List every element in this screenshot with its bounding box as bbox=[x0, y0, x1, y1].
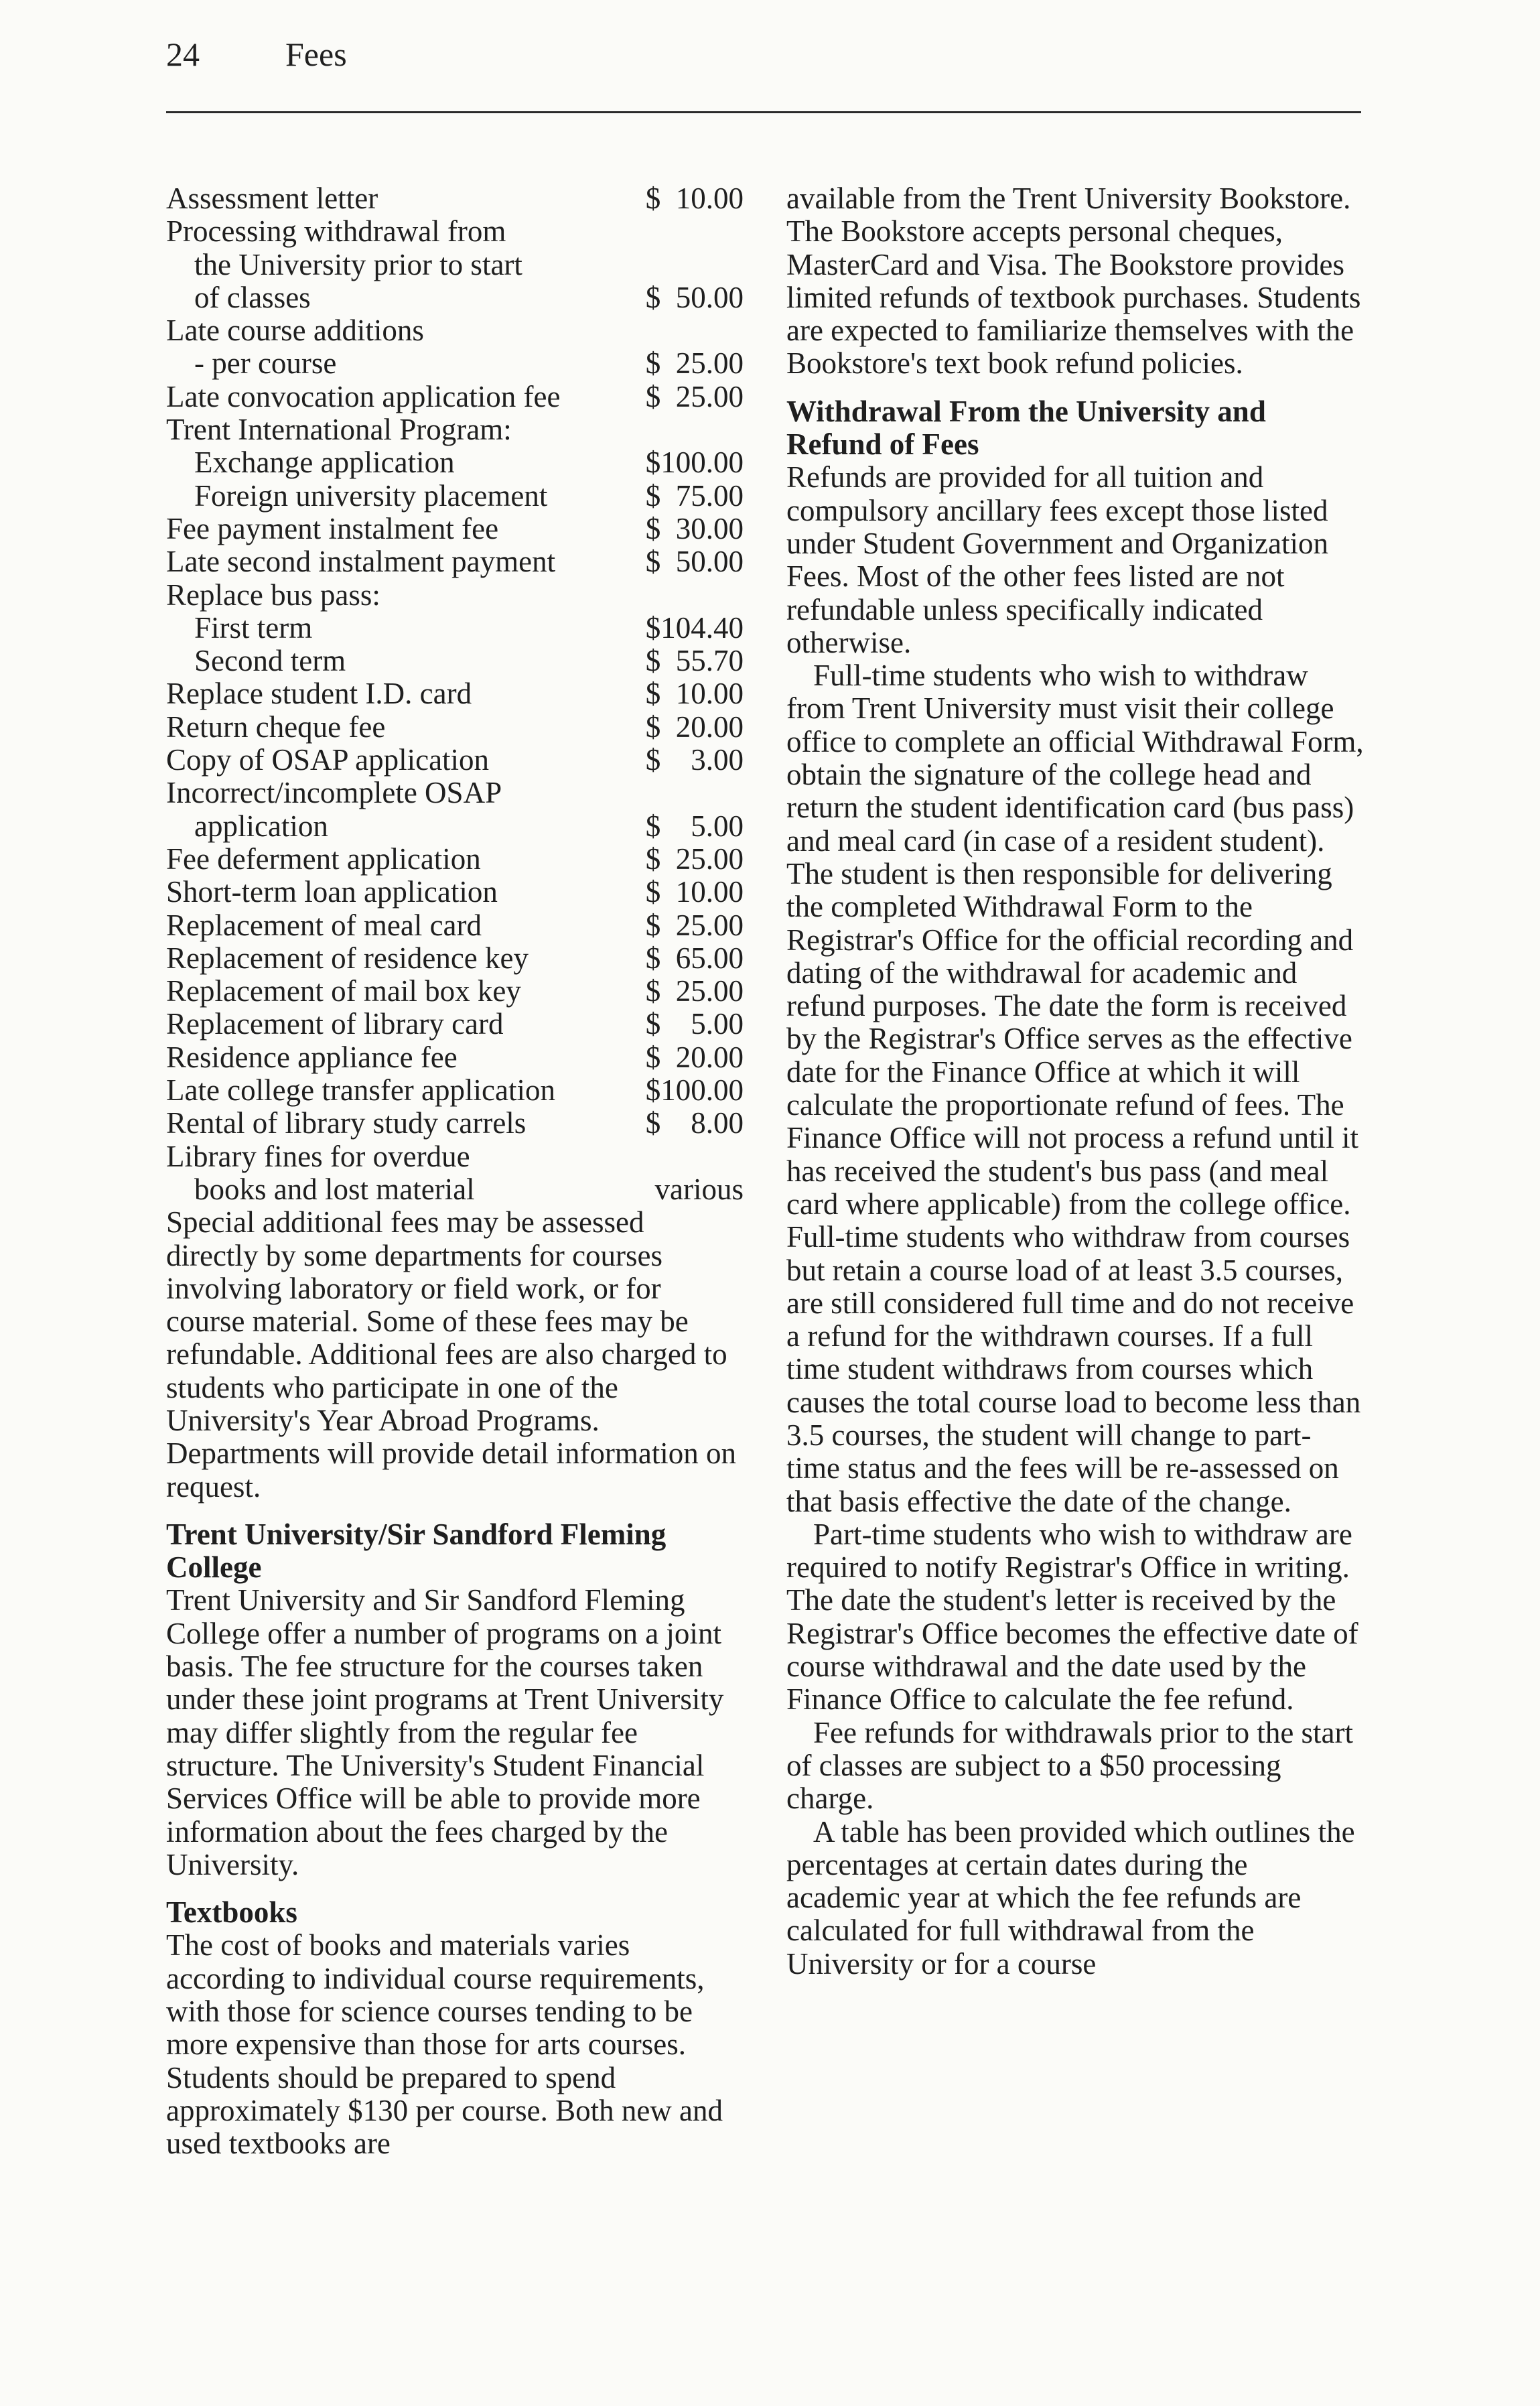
trent-fleming-heading: Trent University/Sir Sandford Fleming College bbox=[166, 1517, 667, 1585]
fee-label: First term bbox=[194, 610, 313, 645]
fee-row bbox=[166, 314, 744, 347]
fee-amount: $ 5.00 bbox=[645, 809, 744, 843]
fee-row bbox=[166, 480, 744, 513]
fee-row bbox=[166, 1173, 744, 1206]
fee-amount: $ 50.00 bbox=[645, 280, 744, 314]
fee-label: Fee payment instalment fee bbox=[166, 511, 499, 545]
fee-label: Replace student I.D. card bbox=[166, 677, 472, 711]
fee-amount: $ 25.00 bbox=[645, 346, 744, 381]
fee-amount: $ 5.00 bbox=[645, 1007, 744, 1041]
fee-label: Replace bus pass: bbox=[166, 578, 380, 612]
fee-row bbox=[166, 579, 744, 612]
fee-amount: $ 10.00 bbox=[645, 182, 744, 215]
fee-label: the University prior to start bbox=[194, 247, 522, 281]
fee-amount bbox=[631, 579, 744, 612]
fee-label: Late college transfer application bbox=[166, 1073, 555, 1108]
fee-row bbox=[166, 413, 744, 446]
fee-amount: $ 75.00 bbox=[645, 478, 744, 513]
textbooks-heading: Textbooks bbox=[166, 1895, 297, 1930]
fee-label: Replacement of mail box key bbox=[166, 974, 521, 1008]
fee-row bbox=[166, 677, 744, 710]
fee-label: Replacement of meal card bbox=[166, 908, 482, 942]
fee-amount bbox=[631, 314, 744, 347]
fee-label: application bbox=[194, 809, 328, 843]
page-header bbox=[166, 31, 347, 78]
fee-row bbox=[166, 810, 744, 843]
withdrawal-heading: Withdrawal From the University and Refund of Fees bbox=[786, 394, 1266, 462]
fee-amount: $ 20.00 bbox=[645, 710, 744, 744]
fee-row bbox=[166, 843, 744, 876]
right-column bbox=[786, 182, 1364, 1981]
special-fees-paragraph: Special additional fees may be assessed directly by some departments for courses involving laboratory or field work, or for course material. Some of these fees may be refundable. Additional fees are also charged to students who participate in one of the University's Year Abroad Programs. Departments will provide detail information on request. bbox=[166, 1205, 737, 1503]
fee-amount: $ 20.00 bbox=[645, 1040, 744, 1074]
fee-label: Fee deferment application bbox=[166, 842, 481, 876]
fee-amount: $ 25.00 bbox=[645, 842, 744, 876]
fee-amount: $ 10.00 bbox=[645, 677, 744, 711]
fee-row bbox=[166, 545, 744, 578]
fee-row bbox=[166, 249, 744, 281]
bookstore-paragraph: available from the Trent University Bookstore. The Bookstore accepts personal cheques, MasterCard and Visa. The Bookstore provides limited refunds of textbook purchases. Students are expected to familiarize themselves with the Bookstore's text book refund policies. bbox=[786, 182, 1361, 381]
fee-row bbox=[166, 1008, 744, 1041]
fee-label: Assessment letter bbox=[166, 182, 378, 215]
fee-amount: various bbox=[654, 1172, 744, 1206]
fee-label: Return cheque fee bbox=[166, 710, 386, 744]
fee-label: Second term bbox=[194, 644, 346, 678]
fee-amount: $ 65.00 bbox=[645, 941, 744, 975]
fee-label: Foreign university placement bbox=[194, 478, 548, 513]
fee-list bbox=[166, 182, 744, 1206]
fee-row bbox=[166, 1074, 744, 1107]
parttime-withdrawal-paragraph: Part-time students who wish to withdraw are required to notify Registrar's Office in writing. The date the student's letter is received by the Registrar's Office becomes the effective date of course withdrawal and the date used by the Finance Office to calculate the fee refund. bbox=[786, 1517, 1358, 1717]
fee-amount bbox=[631, 1140, 744, 1173]
header-rule bbox=[166, 111, 1361, 113]
fee-row bbox=[166, 215, 744, 248]
section-title: Fees bbox=[285, 36, 347, 73]
refund-table-paragraph: A table has been provided which outlines the percentages at certain dates during the academic year at which the fee refunds are calculated for full withdrawal from the University or for a course bbox=[786, 1814, 1355, 1981]
fee-row bbox=[166, 513, 744, 545]
fee-row bbox=[166, 182, 744, 215]
fee-label: books and lost material bbox=[194, 1172, 475, 1206]
fee-label: - per course bbox=[194, 346, 337, 381]
fee-label: of classes bbox=[194, 280, 311, 314]
fee-amount bbox=[631, 215, 744, 248]
fee-row bbox=[166, 381, 744, 413]
fee-label: Short-term loan application bbox=[166, 875, 498, 909]
fee-row bbox=[166, 1041, 744, 1074]
fee-amount: $ 25.00 bbox=[645, 908, 744, 942]
fee-amount: $ 55.70 bbox=[645, 644, 744, 678]
fee-label: Residence appliance fee bbox=[166, 1040, 458, 1074]
fee-refunds-paragraph: Fee refunds for withdrawals prior to the start of classes are subject to a $50 processing charge. bbox=[786, 1715, 1354, 1816]
fee-amount: $100.00 bbox=[645, 1073, 744, 1108]
trent-fleming-paragraph: Trent University and Sir Sandford Fleming College offer a number of programs on a joint basis. The fee structure for the courses taken under these joint programs at Trent University may differ slightly from the regular fee structure. The University's Student Financial Services Office will be able to provide more information about the fees charged by the University. bbox=[166, 1583, 724, 1881]
fee-amount: $ 30.00 bbox=[645, 511, 744, 545]
fee-label: Copy of OSAP application bbox=[166, 743, 490, 777]
fee-amount bbox=[631, 777, 744, 809]
fee-row bbox=[166, 975, 744, 1008]
fee-label: Processing withdrawal from bbox=[166, 214, 506, 249]
fee-label: Replacement of library card bbox=[166, 1007, 504, 1041]
fee-label: Exchange application bbox=[194, 446, 455, 480]
fee-amount: $ 25.00 bbox=[645, 379, 744, 413]
fee-row bbox=[166, 909, 744, 942]
fee-row bbox=[166, 942, 744, 975]
fee-amount: $ 10.00 bbox=[645, 875, 744, 909]
fulltime-withdrawal-paragraph: Full-time students who wish to withdraw from Trent University must visit their college office to complete an official Withdrawal Form, obtain the signature of the college head and return the student identification card (bus pass) and meal card (in case of a resident student). The student is then responsible for delivering the completed Withdrawal Form to the Registrar's Office for the official recording and dating of the withdrawal for academic and refund purposes. The date the form is received by the Registrar's Office serves as the effective date for the Finance Office at which it will calculate the proportionate refund of fees. The Finance Office will not process a refund until it has received the student's bus pass (and meal card where applicable) from the college office. Full-time students who withdraw from courses but retain a course load of at least 3.5 courses, are still considered full time and do not receive a refund for the withdrawn courses. If a full time student withdraws from courses which causes the total course load to become less than 3.5 courses, the student will change to part-time status and the fees will be re-assessed on that basis effective the date of the change. bbox=[786, 659, 1364, 1518]
fee-label: Late course additions bbox=[166, 314, 424, 348]
fee-row bbox=[166, 1140, 744, 1173]
fee-row bbox=[166, 744, 744, 777]
fee-label: Trent International Program: bbox=[166, 413, 512, 447]
fee-row bbox=[166, 446, 744, 479]
fee-row bbox=[166, 347, 744, 380]
fee-row bbox=[166, 612, 744, 645]
fee-label: Late second instalment payment bbox=[166, 545, 556, 579]
left-column bbox=[166, 182, 744, 2161]
fee-label: Library fines for overdue bbox=[166, 1139, 470, 1173]
fee-label: Rental of library study carrels bbox=[166, 1106, 527, 1140]
refunds-paragraph: Refunds are provided for all tuition and compulsory ancillary fees except those listed under Student Government and Organization Fees. Most of the other fees listed are not refundable unless specifically indicated otherwise. bbox=[786, 460, 1328, 659]
fee-amount: $ 50.00 bbox=[645, 545, 744, 579]
fee-row bbox=[166, 711, 744, 744]
fee-amount bbox=[631, 249, 744, 281]
fee-amount: $ 3.00 bbox=[645, 743, 744, 777]
fee-amount: $ 8.00 bbox=[645, 1106, 744, 1140]
fee-amount bbox=[631, 413, 744, 446]
fee-row bbox=[166, 645, 744, 677]
fee-row bbox=[166, 281, 744, 314]
textbooks-paragraph: The cost of books and materials varies according to individual course requirements, with those for science courses tending to be more expensive than those for arts courses. Students should be prepared to spend approximately $130 per course. Both new and used textbooks are bbox=[166, 1928, 723, 2161]
fee-amount: $104.40 bbox=[645, 610, 744, 645]
fee-amount: $100.00 bbox=[645, 446, 744, 480]
fee-label: Late convocation application fee bbox=[166, 379, 561, 413]
fee-row bbox=[166, 1107, 744, 1140]
fee-amount: $ 25.00 bbox=[645, 974, 744, 1008]
fee-label: Replacement of residence key bbox=[166, 941, 529, 975]
page-number: 24 bbox=[166, 36, 200, 73]
fee-row bbox=[166, 876, 744, 909]
fee-row bbox=[166, 777, 744, 809]
fee-label: Incorrect/incomplete OSAP bbox=[166, 776, 502, 810]
